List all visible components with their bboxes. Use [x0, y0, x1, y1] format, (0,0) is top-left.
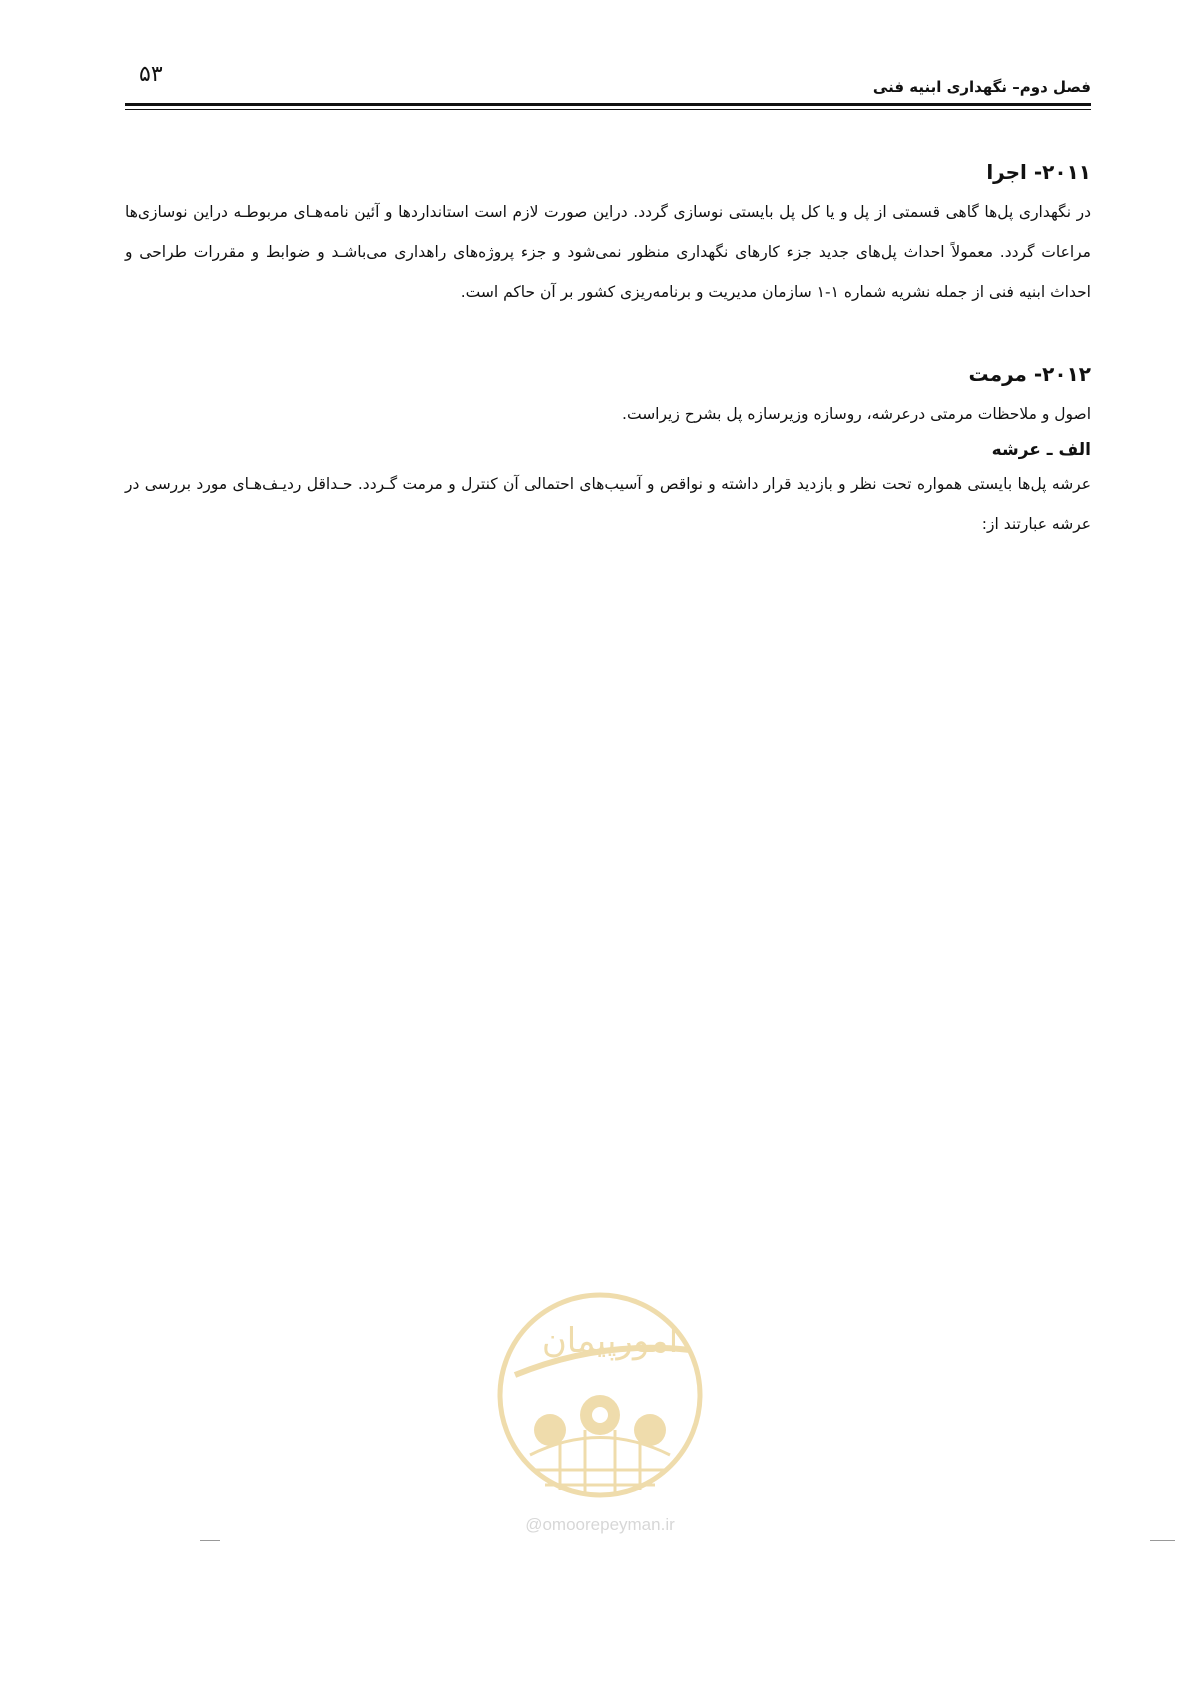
- scan-artifact-line: [1150, 1540, 1175, 1541]
- header-rule-thin: [125, 109, 1091, 110]
- watermark-seal-icon: [490, 1280, 710, 1510]
- watermark-logo-text: امورپیمان: [541, 1321, 679, 1361]
- section-heading-execution: ۲۰۱۱- اجرا: [986, 160, 1091, 184]
- section-paragraph-execution: در نگهداری پل‌ها گاهی قسمتی از پل و یا کل پل بایستی نوسازی گردد. دراین صورت لازم است استانداردها و آئین نامه‌هـای مربوطـه دراین نوسازی‌ها مراعات گردد. معمولاً احداث پل‌های جدید جزء کارهای نگهداری منظور نمی‌شود و جزء پروژه‌های راهداری می‌باشـد و ضوابط و مقررات طراحی و احداث ابنیه فنی از جمله نشریه شماره ۱-۱ سازمان مدیریت و برنامه‌ریزی کشور بر آن حاکم است.: [125, 203, 1091, 301]
- section-heading-repair: ۲۰۱۲- مرمت: [968, 362, 1091, 386]
- watermark-logo: [490, 1280, 710, 1550]
- scan-artifact-line: [200, 1540, 220, 1541]
- page-number: ۵۳: [139, 62, 163, 87]
- running-title: فصل دوم– نگهداری ابنیه فنی: [872, 78, 1091, 96]
- subparagraph-deck: عرشه پل‌ها بایستی همواره تحت نظر و بازدید قرار داشته و نواقص و آسیب‌های احتمالی آن کنترل و مرمت گـردد. حـداقل ردیـف‌هـای مورد بررسی در عرشه عبارتند از:: [125, 475, 1091, 533]
- page-header: [125, 60, 1091, 110]
- page-body: [125, 160, 1091, 544]
- watermark-url: @omoorepeyman.ir: [525, 1515, 675, 1534]
- subheading-deck: الف ـ عرشه: [991, 440, 1091, 460]
- section-paragraph-repair: اصول و ملاحظات مرمتی درعرشه، روسازه وزیرسازه پل بشرح زیراست.: [622, 405, 1091, 423]
- header-rule-thick: [125, 103, 1091, 106]
